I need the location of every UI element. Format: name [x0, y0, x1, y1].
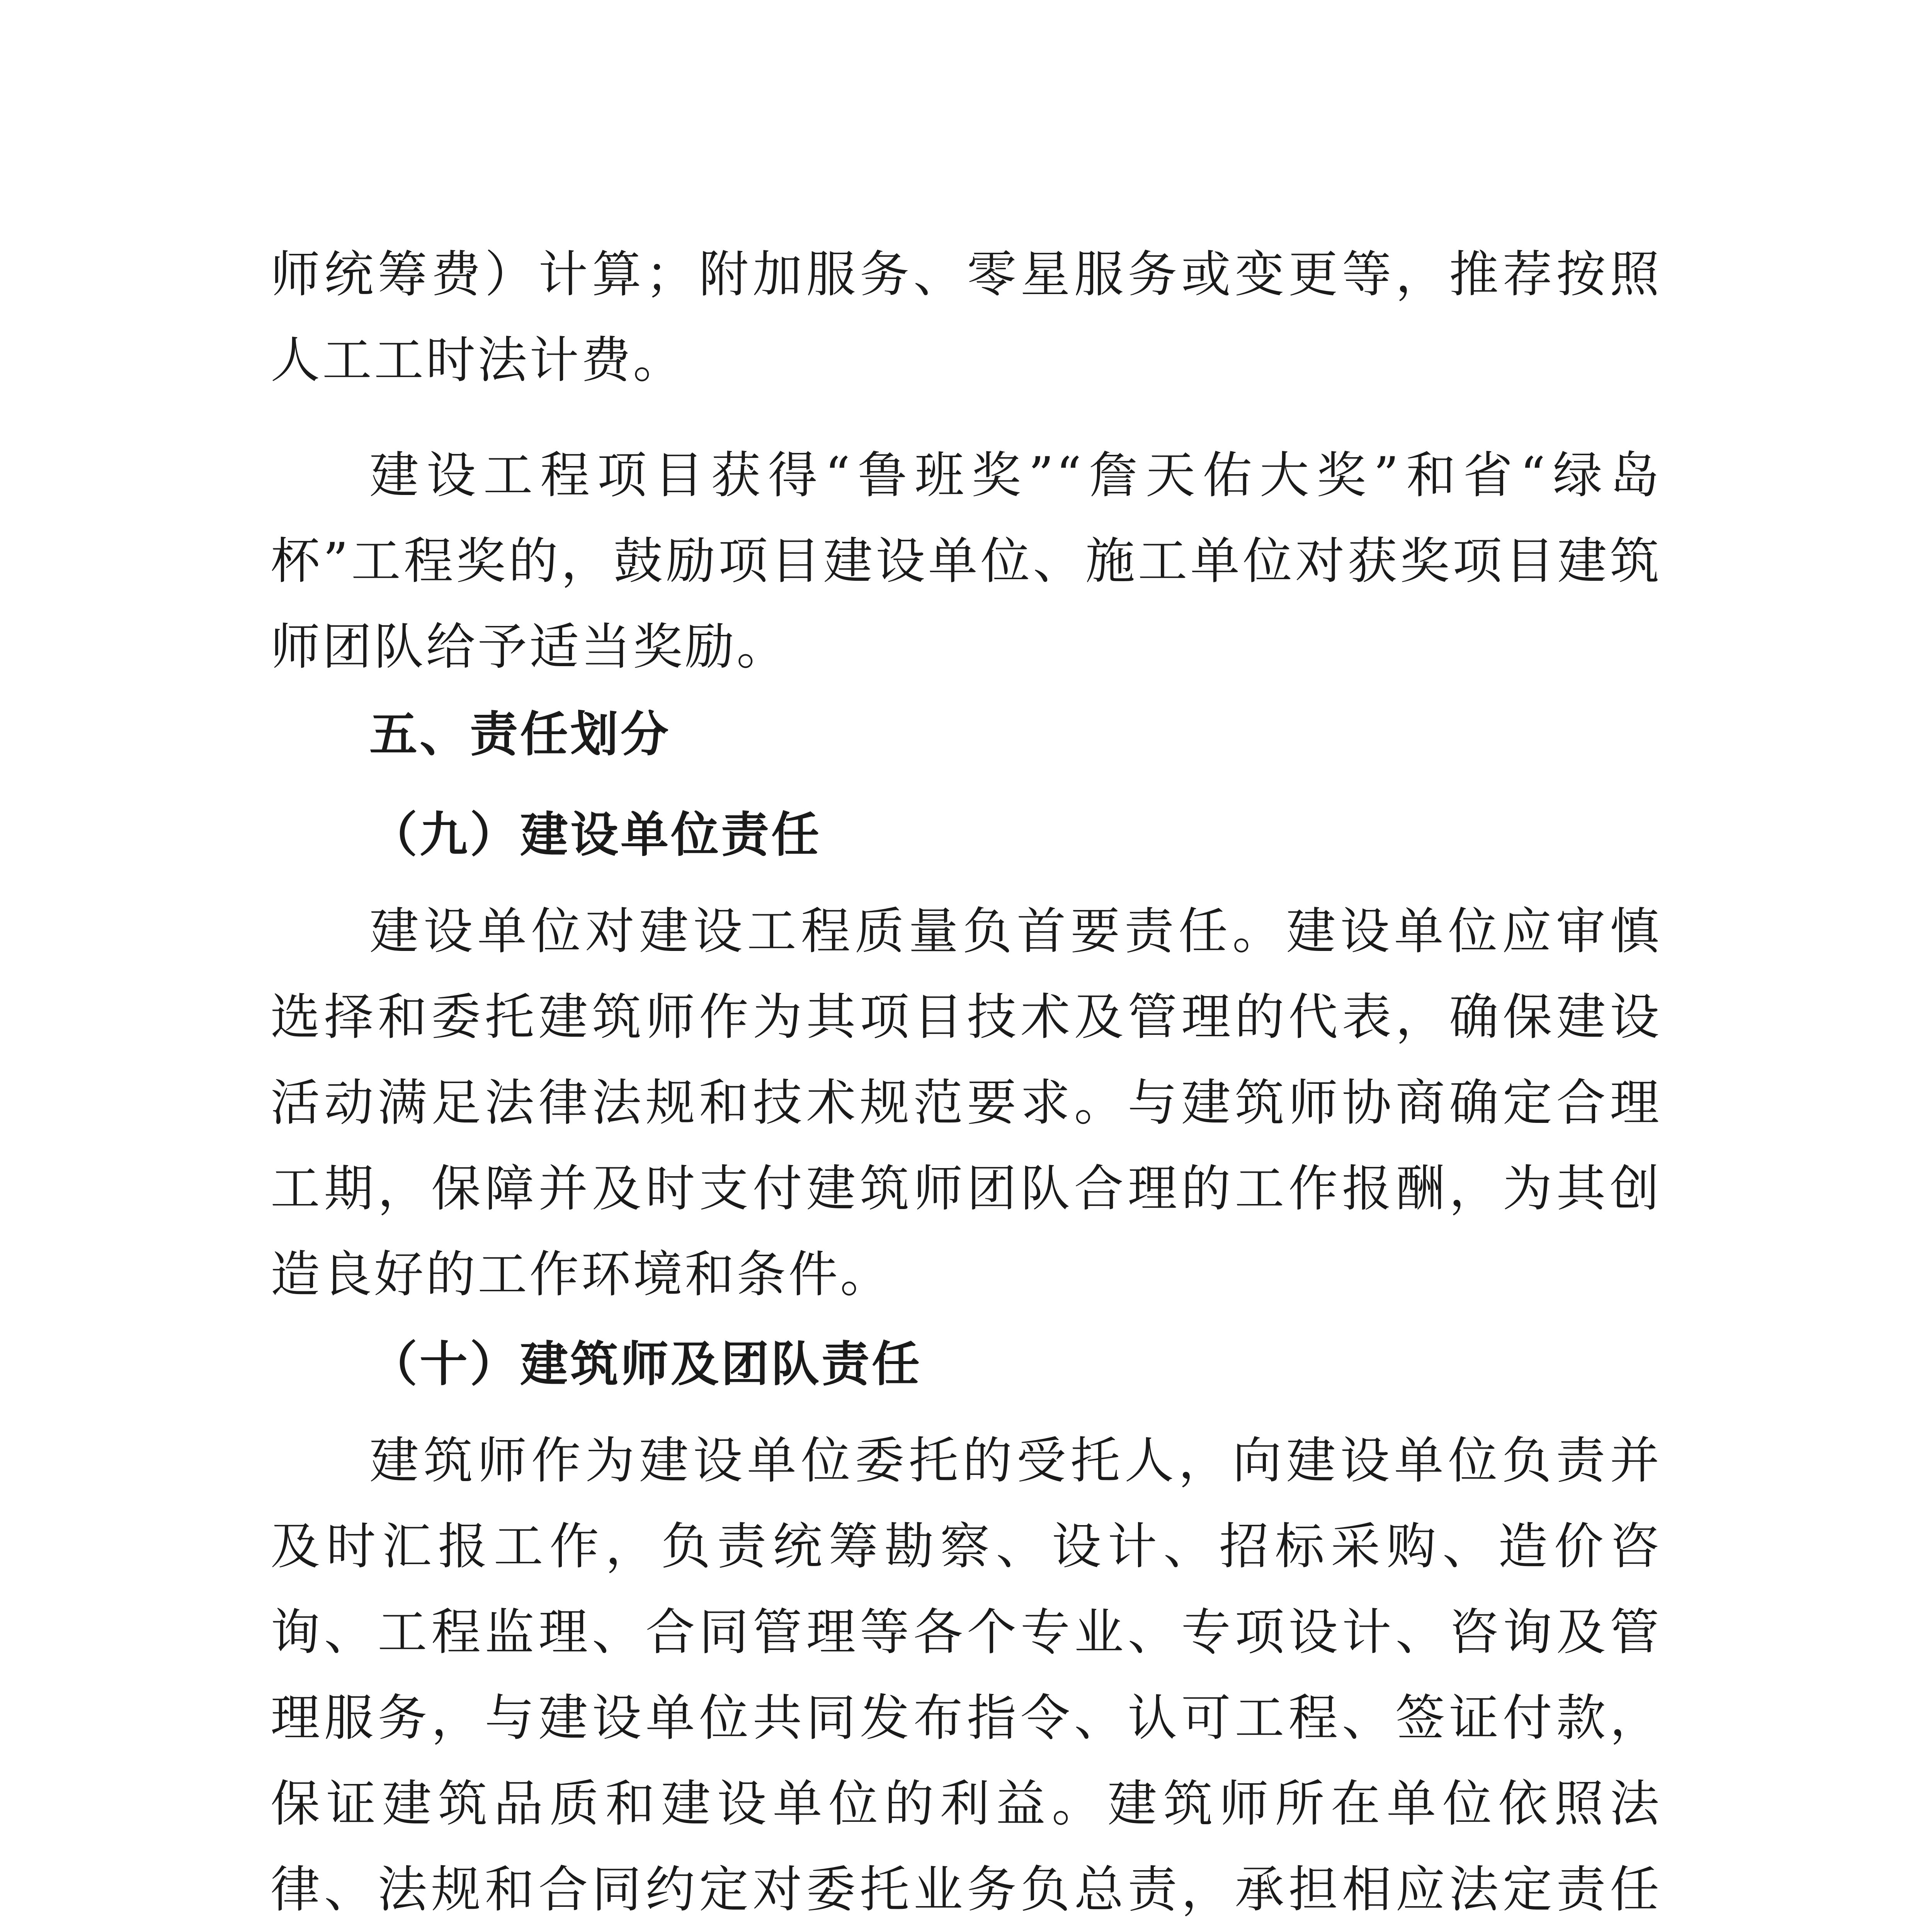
- section-heading-responsibility: 五、责任划分: [369, 707, 671, 762]
- paragraph-owner-responsibility: 建设单位对建设工程质量负首要责任。建设单位应审慎选择和委托建筑师作为其项目技术及管理的代表，确保建设活动满足法律法规和技术规范要求。与建筑师协商确定合理工期，保障并及时支付建筑师团队合理的工作报酬，为其创造良好的工作环境和条件。: [270, 903, 1662, 1303]
- paragraph-architect-responsibility: 建筑师作为建设单位委托的受托人，向建设单位负责并及时汇报工作，负责统筹勘察、设计、招标采购、造价咨询、工程监理、合同管理等各个专业、专项设计、咨询及管理服务，与建设单位共同发布指令、认可工程、签证付款，保证建筑品质和建设单位的利益。建筑师所在单位依照法律、法规和合同约定对委托业务负总责，承担相应法定责任: [270, 1432, 1662, 1918]
- subheading-architect-responsibility: （十）建筑师及团队责任: [369, 1336, 922, 1392]
- paragraph-award-incentive: 建设工程项目获得“鲁班奖”“詹天佑大奖”和省“绿岛杯”工程奖的，鼓励项目建设单位、施工单位对获奖项目建筑师团队给予适当奖励。: [270, 447, 1662, 676]
- paragraph-fee-calculation: 师统筹费）计算；附加服务、零星服务或变更等，推荐按照人工工时法计费。: [270, 246, 1662, 389]
- subheading-owner-responsibility: （九）建设单位责任: [369, 807, 822, 863]
